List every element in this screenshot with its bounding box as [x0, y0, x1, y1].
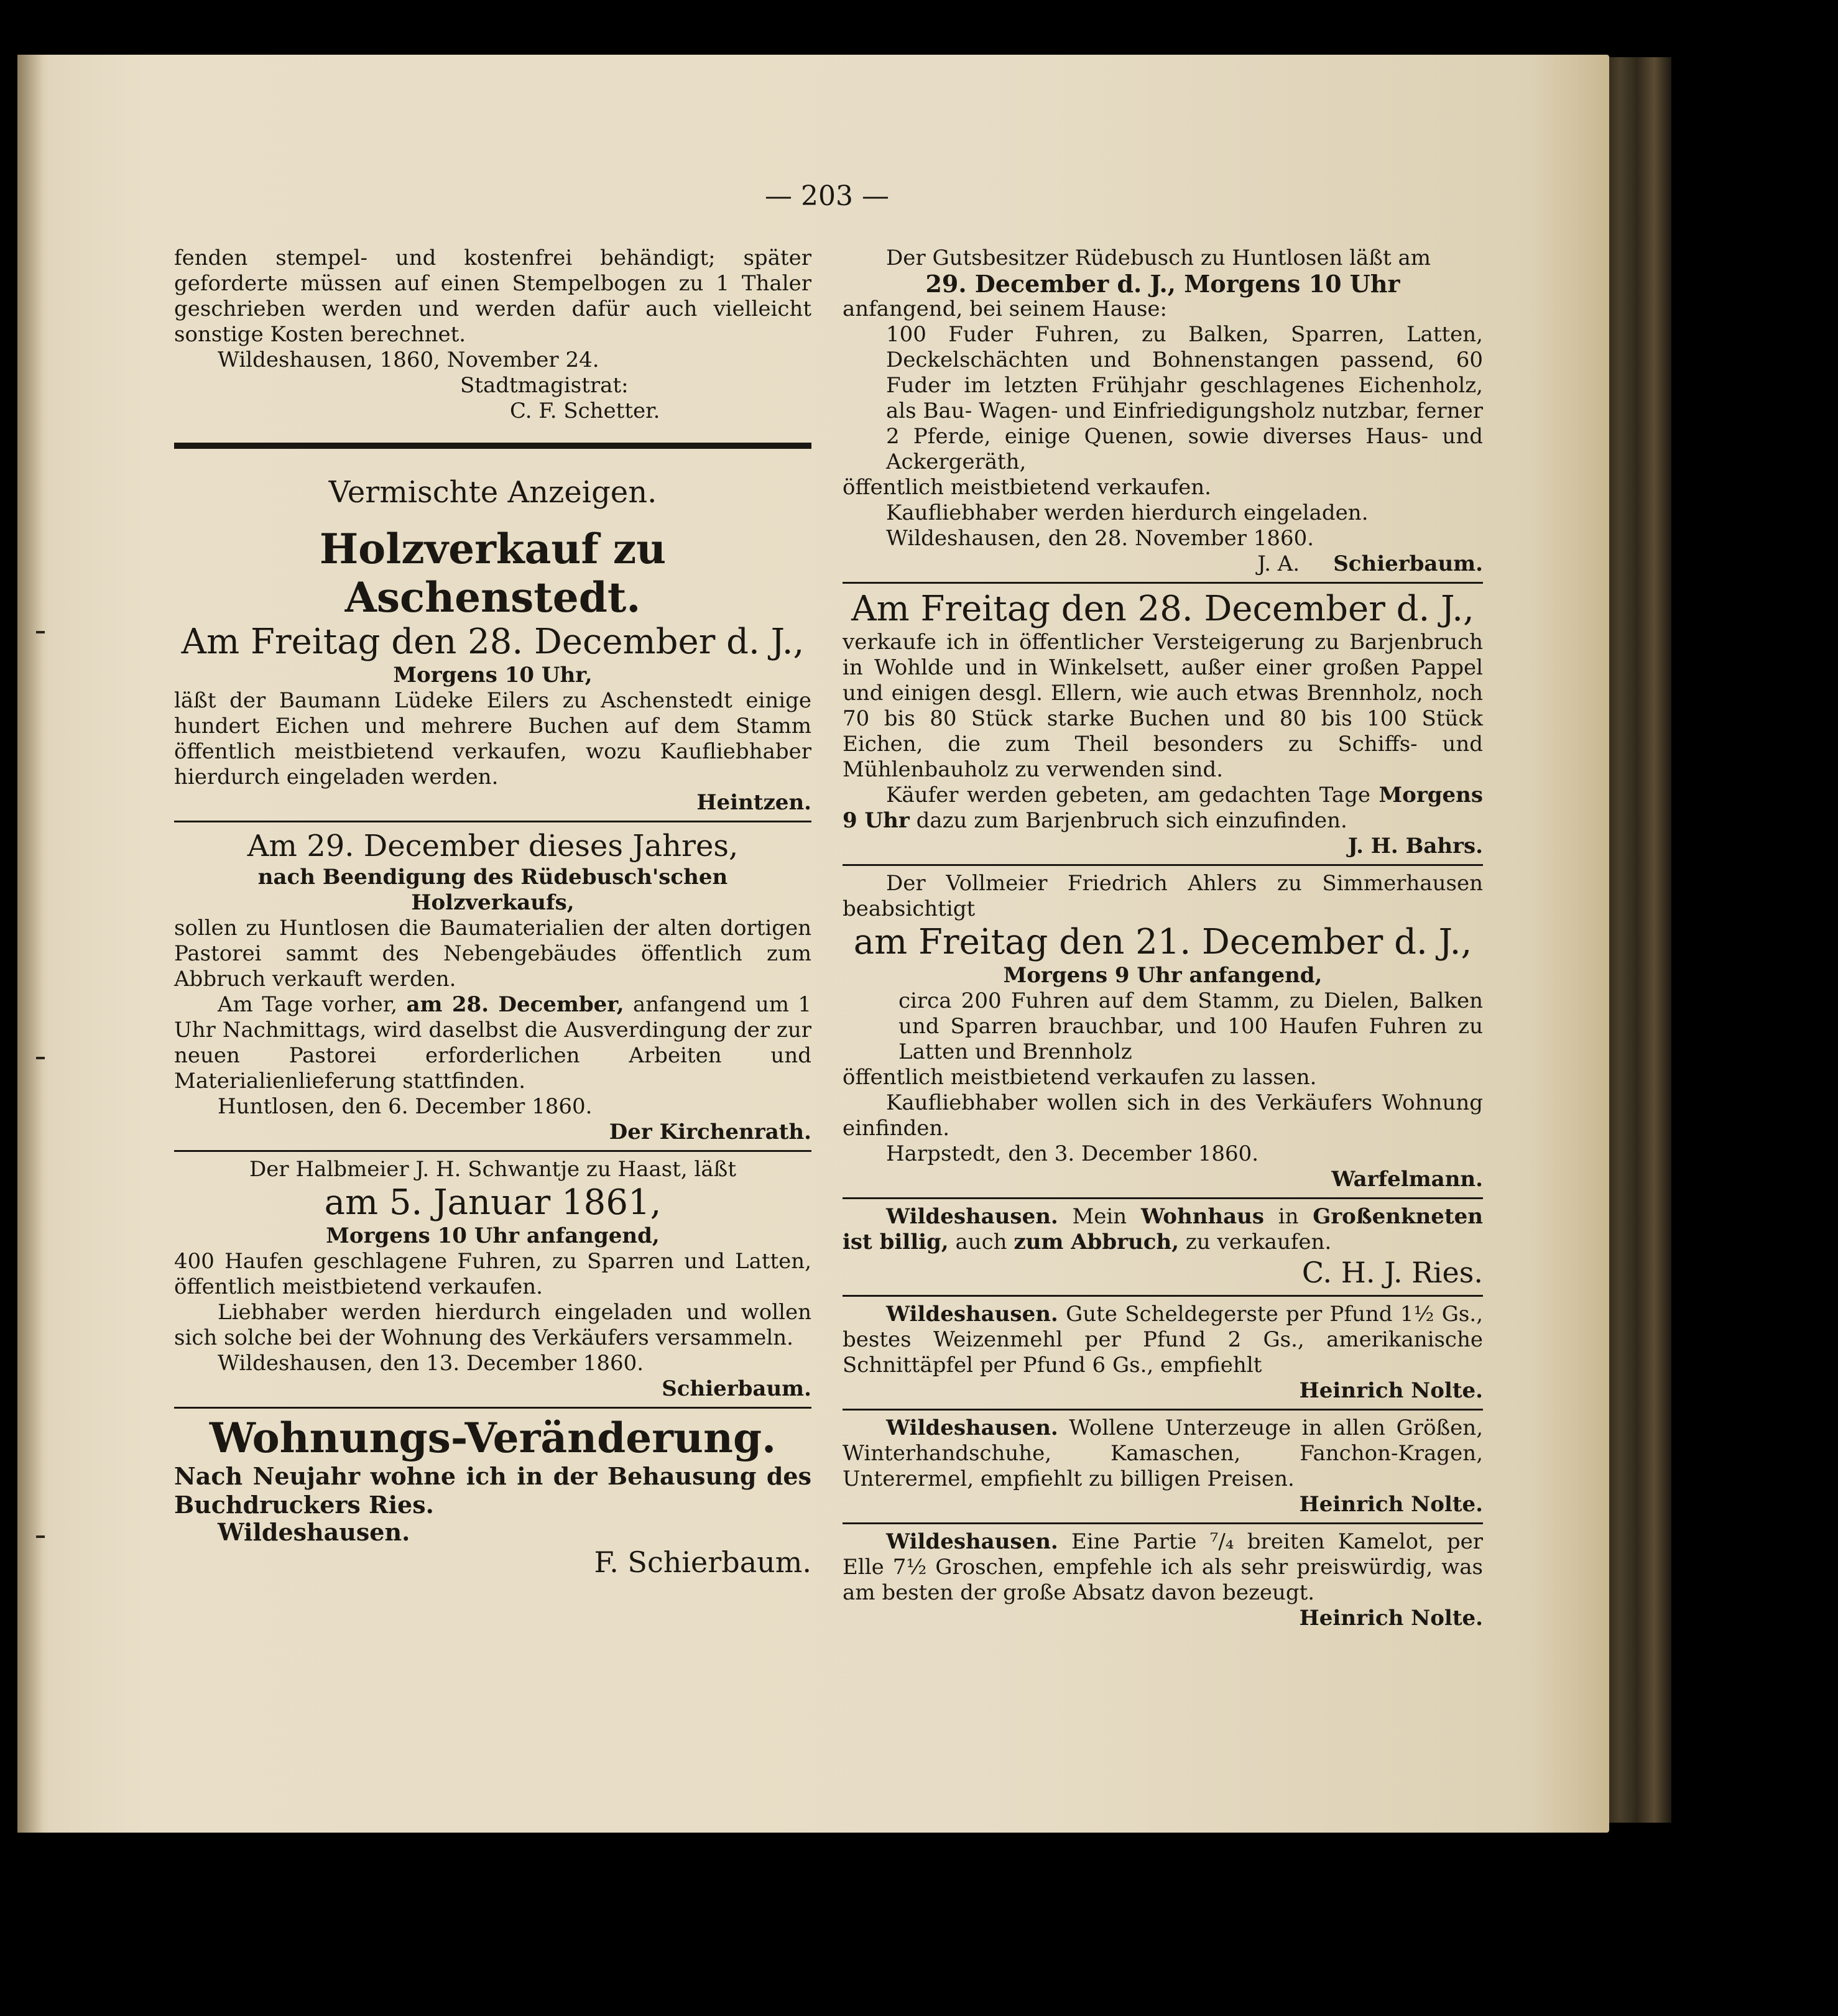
ad-place-date: Harpstedt, den 3. December 1860. — [886, 1141, 1259, 1166]
ad-date: am Freitag den 21. December d. J., — [853, 922, 1472, 962]
ad-signature: Warfelmann. — [1331, 1167, 1483, 1192]
notice-signature: C. F. Schetter. — [510, 398, 660, 423]
ad-text-2 — [174, 992, 811, 1094]
ad-signature: Heinrich Nolte. — [1299, 1378, 1483, 1403]
ad-divider — [843, 1409, 1483, 1411]
ad-signature: Schierbaum. — [662, 1376, 811, 1401]
ad-nolte-3 — [843, 1529, 1483, 1631]
notice-authority: Stadtmagistrat: — [460, 373, 629, 398]
ad-lead: Wildeshausen. — [886, 1529, 1058, 1554]
left-column — [174, 246, 811, 1580]
ad-divider — [174, 1407, 811, 1409]
notice-end — [174, 246, 811, 424]
section-divider — [174, 443, 811, 449]
ad-divider — [174, 1150, 811, 1152]
ad-text: anfangend, bei seinem Hause: — [843, 297, 1168, 321]
ad-text-part: Wollene Unterzeuge in allen Größen, Winterhandschuhe, Kamaschen, Fanchon-Kragen, Unterermel, empfiehlt zu billigen Preisen. — [843, 1415, 1483, 1491]
ad-text-part: auch — [948, 1230, 1014, 1254]
ad-place: Wildeshausen. — [218, 1518, 410, 1546]
ad-divider — [843, 1295, 1483, 1297]
ad-date: 29. December d. J., Morgens 10 Uhr — [925, 270, 1400, 298]
ad-divider — [843, 1197, 1483, 1199]
ad-text-2 — [843, 783, 1483, 834]
ad-title: Am 29. December dieses Jahres, — [247, 829, 739, 863]
ad-signature: Heinrich Nolte. — [1299, 1606, 1483, 1631]
ad-lead: Wildeshausen. — [886, 1415, 1058, 1440]
ad-divider — [174, 821, 811, 822]
ad-text — [843, 1415, 1483, 1492]
ad-ahlers — [843, 871, 1483, 1192]
margin-tick — [36, 631, 45, 633]
ad-subtitle: nach Beendigung des Rüdebusch'schen Holzverkaufs, — [257, 865, 728, 915]
ad-time: Morgens 10 Uhr anfangend, — [326, 1223, 660, 1248]
ad-text-part: Mein — [1058, 1204, 1141, 1229]
notice-text: fenden stempel- und kostenfrei behändigt; später geforderte müssen auf einen Stempelbogen zu 1 Thaler geschrieben werden und werden dafür auch vielleicht sonstige Kosten berechnet. — [174, 246, 811, 347]
ad-intro: Der Vollmeier Friedrich Ahlers zu Simmerhausen beabsichtigt — [843, 871, 1483, 921]
page-gutter — [17, 55, 42, 1833]
ad-text-part: Eine Partie ⁷/₄ breiten Kamelot, per Elle 7½ Groschen, empfehle ich als sehr preiswürdig, was am besten der große Absatz davon bezeugt. — [843, 1529, 1483, 1605]
ad-pastorei — [174, 827, 811, 1145]
ad-text-part: dazu zum Barjenbruch sich einzufinden. — [909, 808, 1347, 833]
ad-holzverkauf — [174, 525, 811, 816]
ad-signature: Heintzen. — [696, 790, 811, 815]
ad-text-bold: Großenkneten ist billig, — [843, 1204, 1483, 1254]
ad-items: 100 Fuder Fuhren, zu Balken, Sparren, Latten, Deckelschächten und Bohnenstangen passend, 60 Fuder im letzten Frühjahr geschlagenes Eichenholz, als Bau- Wagen- und Einfriedigungsholz nutzbar, ferner 2 Pferde, einige Quenen, sowie diverses Haus- und Ackergeräth, — [886, 322, 1483, 474]
ad-text — [843, 1529, 1483, 1606]
ad-signature: Der Kirchenrath. — [609, 1120, 811, 1144]
ad-text-part: in — [1264, 1204, 1313, 1229]
ad-schwantje — [174, 1157, 811, 1402]
margin-tick — [36, 1057, 45, 1059]
ad-text: verkaufe ich in öffentlicher Versteigerung zu Barjenbruch in Wohlde und in Winkelsett, außer einer großen Pappel und einigen desgl. Ellern, wie auch etwas Brennholz, noch 70 bis 80 Stück starke Buchen und 80 bis 100 Stück Eichen, die zum Theil besonders zu Schiffs- und Mühlenbauholz zu verwenden sind. — [843, 630, 1483, 782]
ad-signature: Schierbaum. — [1333, 551, 1483, 576]
ad-text: öffentlich meistbietend verkaufen zu lassen. — [843, 1065, 1317, 1090]
ad-time: Morgens 9 Uhr anfangend, — [1003, 963, 1323, 988]
ad-text — [843, 1204, 1483, 1255]
ad-signature: J. H. Bahrs. — [1347, 834, 1483, 858]
ad-text-part: zu verkaufen. — [1179, 1230, 1332, 1254]
ad-text-part: Käufer werden gebeten, am gedachten Tage — [886, 783, 1379, 808]
ad-place-date: Wildeshausen, den 28. November 1860. — [886, 526, 1314, 551]
ad-text-part: anfangend um 1 Uhr Nachmittags, wird daselbst die Ausverdingung der zur neuen Pastorei erforderlichen Arbeiten und Materialienlieferung stattfinden. — [174, 992, 811, 1093]
book-binding — [1603, 57, 1671, 1823]
ad-title: Holzverkauf zu Aschenstedt. — [319, 525, 667, 622]
ad-signature-prefix: J. A. — [1257, 551, 1300, 576]
ad-text: öffentlich meistbietend verkaufen. — [843, 475, 1211, 500]
notice-place-date: Wildeshausen, 1860, November 24. — [218, 348, 599, 372]
ad-text-bold: Morgens 9 Uhr — [843, 783, 1483, 833]
ad-text-bold: zum Abbruch, — [1014, 1230, 1180, 1254]
ad-text: Der Gutsbesitzer Rüdebusch zu Huntlosen läßt am — [886, 246, 1431, 270]
ad-title: Wohnungs-Veränderung. — [209, 1414, 777, 1462]
ad-place-date: Wildeshausen, den 13. December 1860. — [218, 1351, 644, 1376]
ad-date: Am Freitag den 28. December d. J., — [181, 622, 805, 662]
ad-nolte-2 — [843, 1415, 1483, 1517]
ad-signature-line — [843, 551, 1483, 577]
ad-text: sollen zu Huntlosen die Baumaterialien der alten dortigen Pastorei sammt des Nebengebäudes öffentlich zum Abbruch verkauft werden. — [174, 916, 811, 992]
margin-tick — [36, 1535, 45, 1538]
ad-signature: C. H. J. Ries. — [1301, 1256, 1483, 1289]
ad-nolte-1 — [843, 1302, 1483, 1404]
ad-intro: Der Halbmeier J. H. Schwantje zu Haast, läßt — [249, 1157, 736, 1182]
ad-divider — [843, 582, 1483, 584]
right-column — [843, 246, 1483, 1631]
ad-divider — [843, 864, 1483, 866]
ad-bahrs — [843, 589, 1483, 859]
ad-date: am 5. Januar 1861, — [324, 1182, 662, 1223]
ad-text: 400 Haufen geschlagene Fuhren, zu Sparren und Latten, öffentlich meistbietend verkaufen. — [174, 1249, 811, 1299]
ad-place-date: Huntlosen, den 6. December 1860. — [218, 1094, 593, 1119]
ad-text — [843, 1302, 1483, 1378]
ad-text-2: Kaufliebhaber wollen sich in des Verkäufers Wohnung einfinden. — [843, 1090, 1483, 1141]
ad-time: Morgens 10 Uhr, — [393, 663, 593, 688]
ad-title: Am Freitag den 28. December d. J., — [851, 589, 1474, 629]
section-title: Vermischte Anzeigen. — [328, 475, 657, 510]
ad-text: Kaufliebhaber werden hierdurch eingeladen. — [886, 500, 1369, 525]
ad-text-part: Am Tage vorher, — [218, 992, 407, 1017]
ad-text-2: Liebhaber werden hierdurch eingeladen und wollen sich solche bei der Wohnung des Verkäufers versammeln. — [174, 1300, 811, 1350]
ad-items: circa 200 Fuhren auf dem Stamm, zu Dielen, Balken und Sparren brauchbar, und 100 Haufen Fuhren zu Latten und Brennholz — [898, 988, 1483, 1064]
ad-text-part: Gute Scheldegerste per Pfund 1½ Gs., bestes Weizenmehl per Pfund 2 Gs., amerikanische Schnittäpfel per Pfund 6 Gs., empfiehlt — [843, 1302, 1483, 1378]
ad-text: läßt der Baumann Lüdeke Eilers zu Aschenstedt einige hundert Eichen und mehrere Buchen auf dem Stamm öffentlich meistbietend verkaufen, wozu Kaufliebhaber hierdurch eingeladen werden. — [174, 688, 811, 789]
ad-lead: Wildeshausen. — [886, 1204, 1058, 1229]
page-number: — 203 — — [765, 180, 889, 212]
ad-ruedebusch — [843, 246, 1483, 577]
ad-text-bold: am 28. December, — [406, 992, 624, 1017]
ad-lead: Wildeshausen. — [886, 1302, 1058, 1327]
ad-signature: F. Schierbaum. — [594, 1545, 811, 1579]
ad-signature: Heinrich Nolte. — [1299, 1492, 1483, 1517]
ad-ries — [843, 1204, 1483, 1290]
ad-divider — [843, 1522, 1483, 1524]
ad-text-bold: Wohnhaus — [1140, 1204, 1265, 1229]
ad-wohnung — [174, 1414, 811, 1580]
ad-text: Nach Neujahr wohne ich in der Behausung des Buchdruckers Ries. — [174, 1462, 811, 1519]
